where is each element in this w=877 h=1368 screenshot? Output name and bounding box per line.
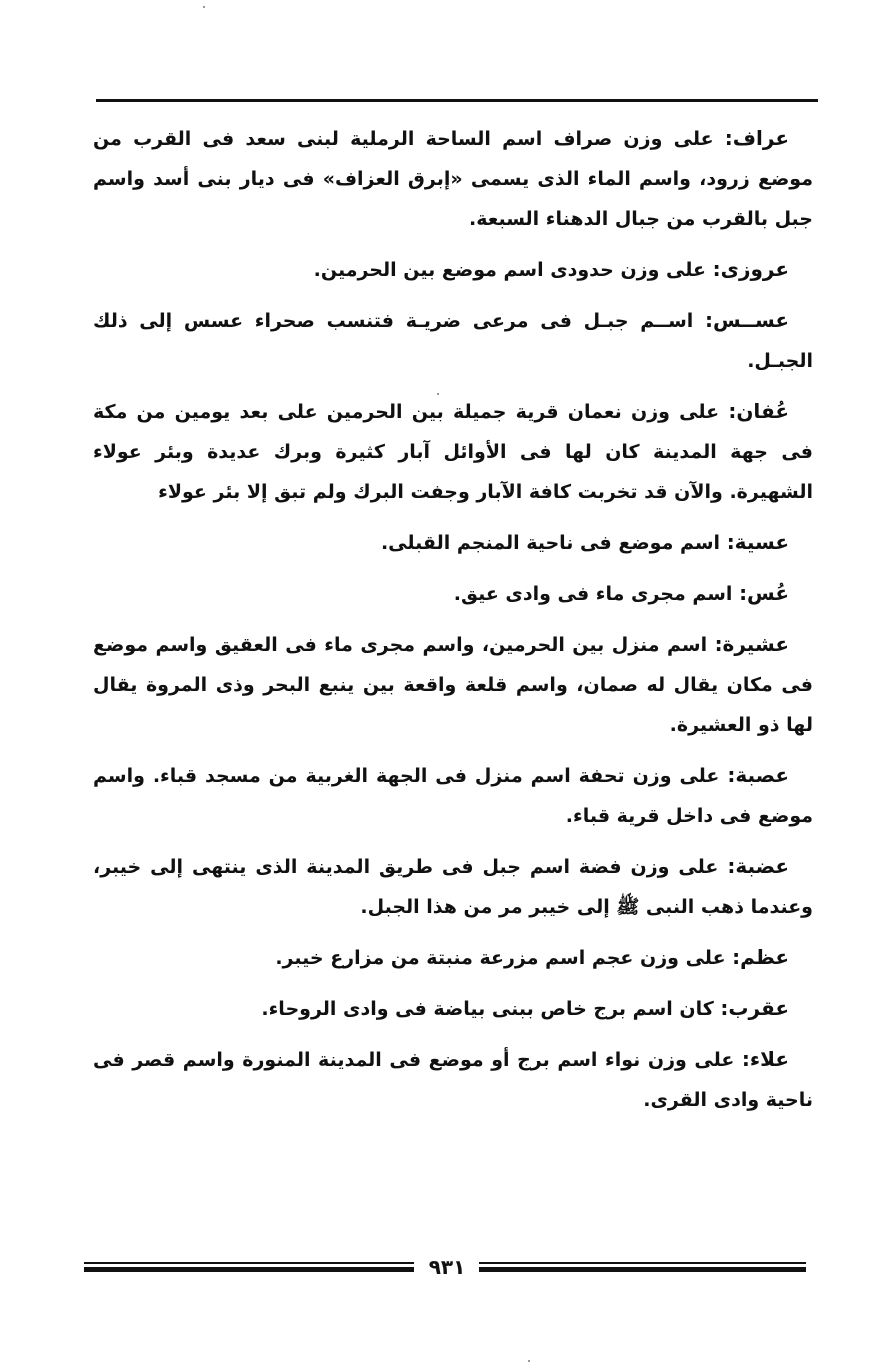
entry-definition: اسم منزل بين الحرمين، واسم مجرى ماء فى العقيق واسم موضع فى مكان يقال له صمان، واسم قلعة واقعة بين ينبع البحر وذى المروة يقال لها ذو العشيرة. — [93, 634, 813, 736]
entry-iraf — [93, 118, 813, 239]
entry-term: عســس: — [705, 308, 789, 332]
entry-asiya — [93, 522, 813, 563]
entry-azm — [93, 937, 813, 978]
entry-term: عُفان: — [728, 399, 789, 423]
entry-definition: على وزن تحفة اسم منزل فى الجهة الغربية من مسجد قباء. واسم موضع فى داخل قرية قباء. — [93, 765, 813, 827]
footer-rule-left — [84, 1262, 414, 1272]
entry-asas — [93, 300, 813, 381]
entry-term: عشيرة: — [714, 632, 789, 656]
header-rule — [96, 99, 818, 102]
entry-usba — [93, 755, 813, 836]
entry-term: عقرب: — [720, 996, 789, 1020]
entry-ufan — [93, 391, 813, 512]
entry-term: عظم: — [732, 945, 789, 969]
dictionary-entries — [93, 118, 813, 1130]
entry-aqrab — [93, 988, 813, 1029]
entry-ushaira — [93, 624, 813, 745]
entry-definition: كان اسم برج خاص ببنى بياضة فى وادى الروحاء. — [261, 998, 721, 1020]
entry-alaa — [93, 1039, 813, 1120]
entry-definition: على وزن صراف اسم الساحة الرملية لبنى سعد فى القرب من موضع زرود، واسم الماء الذى يسمى «إبرق العزاف» فى ديار بنى أسد واسم جبل بالقرب من جبال الدهناء السبعة. — [93, 128, 813, 230]
entry-definition: على وزن حدودى اسم موضع بين الحرمين. — [313, 259, 713, 281]
entry-definition: على وزن نواء اسم برج أو موضع فى المدينة المنورة واسم قصر فى ناحية وادى القرى. — [93, 1049, 813, 1111]
entry-term: علاء: — [741, 1047, 789, 1071]
page-number: ٩٣١ — [428, 1255, 466, 1279]
entry-definition: اسم مجرى ماء فى وادى عيق. — [453, 583, 740, 605]
entry-term: عضبة: — [727, 854, 789, 878]
entry-definition: اســم جبـل فى مرعى ضريـة فتنسب صحراء عسس إلى ذلك الجبـل. — [93, 310, 813, 372]
entry-term: عروزى: — [712, 257, 789, 281]
entry-definition: اسم موضع فى ناحية المنجم القبلى. — [380, 532, 727, 554]
entry-term: عسية: — [726, 530, 789, 554]
page-footer — [84, 1255, 806, 1280]
entry-term: عصبة: — [727, 763, 789, 787]
entry-us — [93, 573, 813, 614]
scan-speck — [528, 1360, 530, 1362]
entry-definition: على وزن عجم اسم مزرعة منبتة من مزارع خيبر. — [275, 947, 733, 969]
scan-speck — [203, 6, 205, 8]
entry-arwazi — [93, 249, 813, 290]
entry-definition: على وزن فضة اسم جبل فى طريق المدينة الذى ينتهى إلى خيبر، وعندما ذهب النبى ﷺ إلى خيبر مر من هذا الجبل. — [93, 856, 813, 918]
footer-rule-right — [479, 1262, 806, 1272]
entry-definition: على وزن نعمان قرية جميلة بين الحرمين على بعد يومين من مكة فى جهة المدينة كان لها فى الأوائل آبار كثيرة وبرك عديدة وبئر عولاء الشهيرة. والآن قد تخربت كافة الآبار وجفت البرك ولم تبق إلا بئر عولاء — [93, 401, 813, 503]
scan-speck — [437, 393, 439, 395]
entry-term: عُس: — [739, 581, 789, 605]
entry-term: عراف: — [724, 126, 789, 150]
entry-adba — [93, 846, 813, 927]
